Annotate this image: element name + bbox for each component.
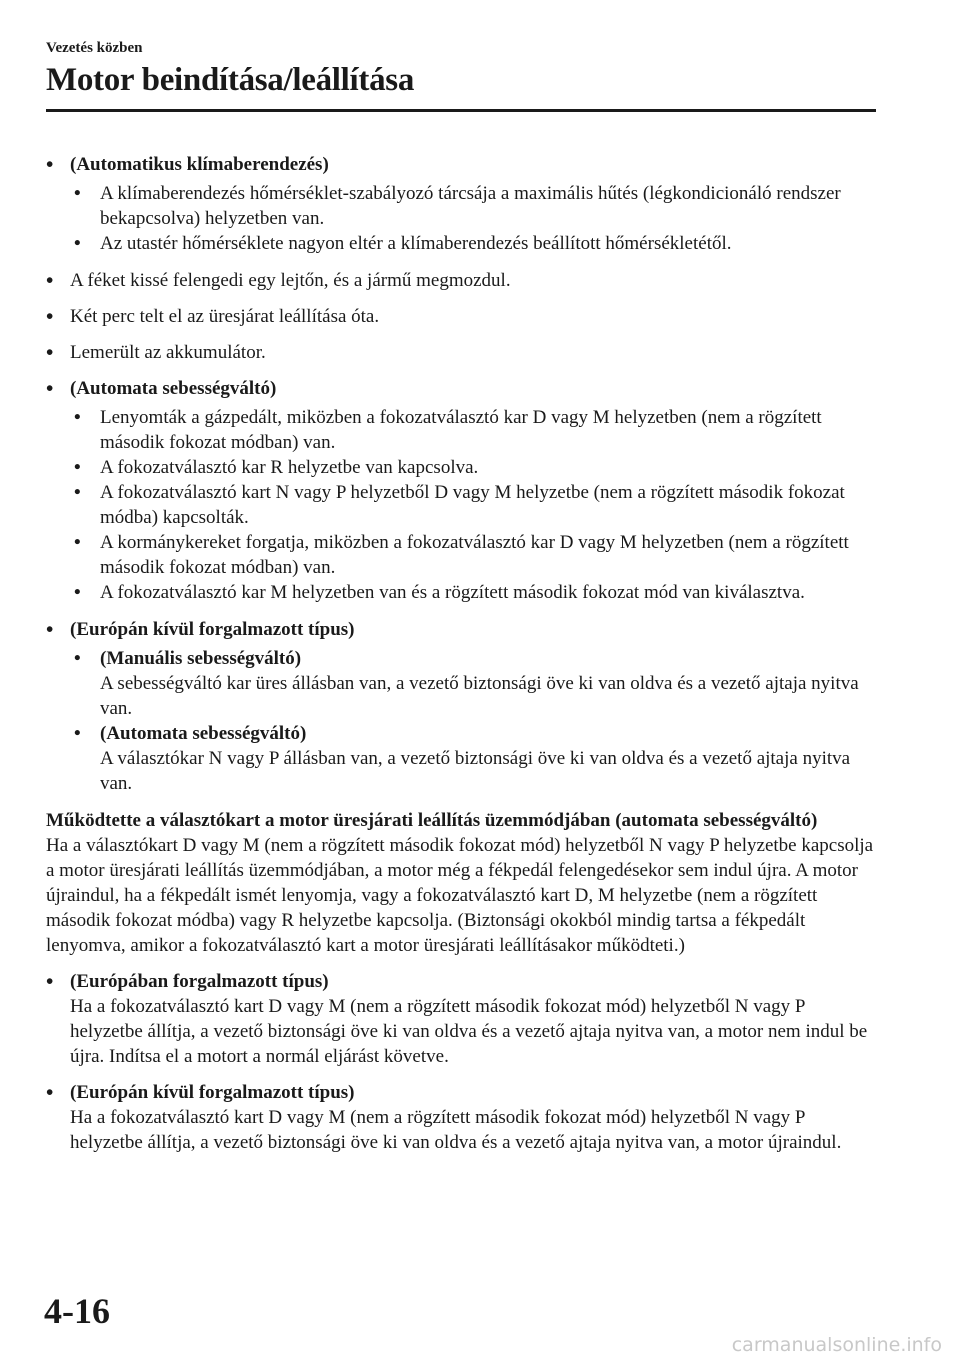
sub-item-text: A fokozatválasztó kar M helyzetben van és a rögzített második fokozat mód van kiválasztva.	[100, 582, 805, 603]
list-item-non-eu-restart	[46, 1080, 876, 1155]
list-item-battery	[46, 340, 876, 365]
sub-item-head: (Manuális sebességváltó)	[100, 648, 302, 669]
list-item-eu	[46, 969, 876, 1069]
idle-stop-heading: Működtette a választókart a motor üresjárati leállítás üzemmódjában (automata sebességváltó)	[46, 810, 818, 831]
sub-item	[70, 231, 876, 256]
list-item-climate	[46, 152, 876, 177]
item-head: (Automatikus klímaberendezés)	[70, 154, 329, 175]
bullet-icon: •	[46, 1080, 54, 1104]
item-text: Lemerült az akkumulátor.	[70, 342, 266, 363]
item-head: (Automata sebességváltó)	[70, 378, 277, 399]
bullet-icon: •	[74, 482, 81, 503]
sub-item	[70, 530, 876, 580]
bullet-icon: •	[46, 268, 54, 292]
sub-item-text: Lenyomták a gázpedált, miközben a fokozatválasztó kar D vagy M helyzetben (nem a rögzített második fokozat módban) van.	[100, 407, 822, 453]
bullet-icon: •	[74, 233, 81, 254]
sub-list	[70, 181, 876, 256]
bullet-icon: •	[46, 304, 54, 328]
sub-item-text: A kormánykereket forgatja, miközben a fokozatválasztó kar D vagy M helyzetben (nem a rögzített második fokozat módban) van.	[100, 532, 849, 578]
bullet-icon: •	[74, 532, 81, 553]
sub-item-text: A fokozatválasztó kar R helyzetbe van kapcsolva.	[100, 457, 479, 478]
bullet-icon: •	[46, 340, 54, 364]
list-item-non-eu	[46, 617, 876, 642]
sub-list	[70, 646, 876, 796]
sub-item-text: A választókar N vagy P állásban van, a vezető biztonsági öve ki van oldva és a vezető ajtaja nyitva van.	[100, 748, 851, 794]
bullet-icon: •	[74, 407, 81, 428]
item-head: (Európában forgalmazott típus)	[70, 971, 329, 992]
sub-item	[70, 480, 876, 530]
sub-item-head: (Automata sebességváltó)	[100, 723, 307, 744]
item-text: A féket kissé felengedi egy lejtőn, és a jármű megmozdul.	[70, 270, 511, 291]
item-text: Ha a fokozatválasztó kart D vagy M (nem a rögzített második fokozat mód) helyzetből N vagy P helyzetbe állítja, a vezető biztonsági öve ki van oldva és a vezető ajtaja nyitva van, a motor újraindul.	[70, 1107, 842, 1153]
item-head: (Európán kívül forgalmazott típus)	[70, 1082, 355, 1103]
bullet-icon: •	[46, 376, 54, 400]
sub-item-text: A klímaberendezés hőmérséklet-szabályozó tárcsája a maximális hűtés (légkondicionáló rendszer bekapcsolva) helyzetben van.	[100, 183, 841, 229]
sub-item	[70, 455, 876, 480]
page-number: 4-16	[44, 1291, 110, 1331]
sub-item-automatic	[70, 721, 876, 796]
sub-item	[70, 181, 876, 231]
sub-item	[70, 580, 876, 605]
sub-item	[70, 405, 876, 455]
bullet-icon: •	[46, 969, 54, 993]
bullet-icon: •	[74, 457, 81, 478]
list-item-brake	[46, 268, 876, 293]
bullet-icon: •	[46, 152, 54, 176]
list-item-two-minutes	[46, 304, 876, 329]
watermark: carmanualsonline.info	[731, 1334, 942, 1356]
page-title: Motor beindítása/leállítása	[46, 62, 415, 98]
item-text: Két perc telt el az üresjárat leállítása óta.	[70, 306, 380, 327]
list-item-auto-transmission	[46, 376, 876, 401]
title-rule	[46, 109, 876, 112]
bullet-icon: •	[46, 617, 54, 641]
idle-stop-paragraph: Ha a választókart D vagy M (nem a rögzített második fokozat mód) helyzetből N vagy P helyzetbe kapcsolja a motor üresjárati leállítás üzemmódjában, a motor még a fékpedál felengedésekor sem indul újra. A motor újraindul, ha a fékpedált ismét lenyomja, vagy a fokozatválasztó kart D, M helyzetbe (nem a rögzített második fokozat módba) vagy R helyzetbe kapcsolja. (Biztonsági okokból mindig tartsa a fékpedált lenyomva, amikor a fokozatválasztó kart a motor üresjárati leállításakor működteti.)	[46, 835, 874, 956]
sub-item-text: A sebességváltó kar üres állásban van, a vezető biztonsági öve ki van oldva és a vezető ajtaja nyitva van.	[100, 673, 859, 719]
bullet-icon: •	[74, 183, 81, 204]
section-label: Vezetés közben	[46, 40, 143, 56]
bullet-icon: •	[74, 582, 81, 603]
sub-list	[70, 405, 876, 605]
sub-item-text: A fokozatválasztó kart N vagy P helyzetből D vagy M helyzetbe (nem a rögzített második fokozat módba) kapcsolták.	[100, 482, 845, 528]
sub-item-text: Az utastér hőmérséklete nagyon eltér a klímaberendezés beállított hőmérsékletétől.	[100, 233, 732, 254]
content	[46, 152, 876, 1166]
item-head: (Európán kívül forgalmazott típus)	[70, 619, 355, 640]
bullet-icon: •	[74, 648, 81, 669]
sub-item-manual	[70, 646, 876, 721]
bullet-icon: •	[74, 723, 81, 744]
item-text: Ha a fokozatválasztó kart D vagy M (nem a rögzített második fokozat mód) helyzetből N vagy P helyzetbe állítja, a vezető biztonsági öve ki van oldva és a vezető ajtaja nyitva van, a motor nem indul be újra. Indítsa el a motort a normál eljárást követve.	[70, 996, 868, 1067]
